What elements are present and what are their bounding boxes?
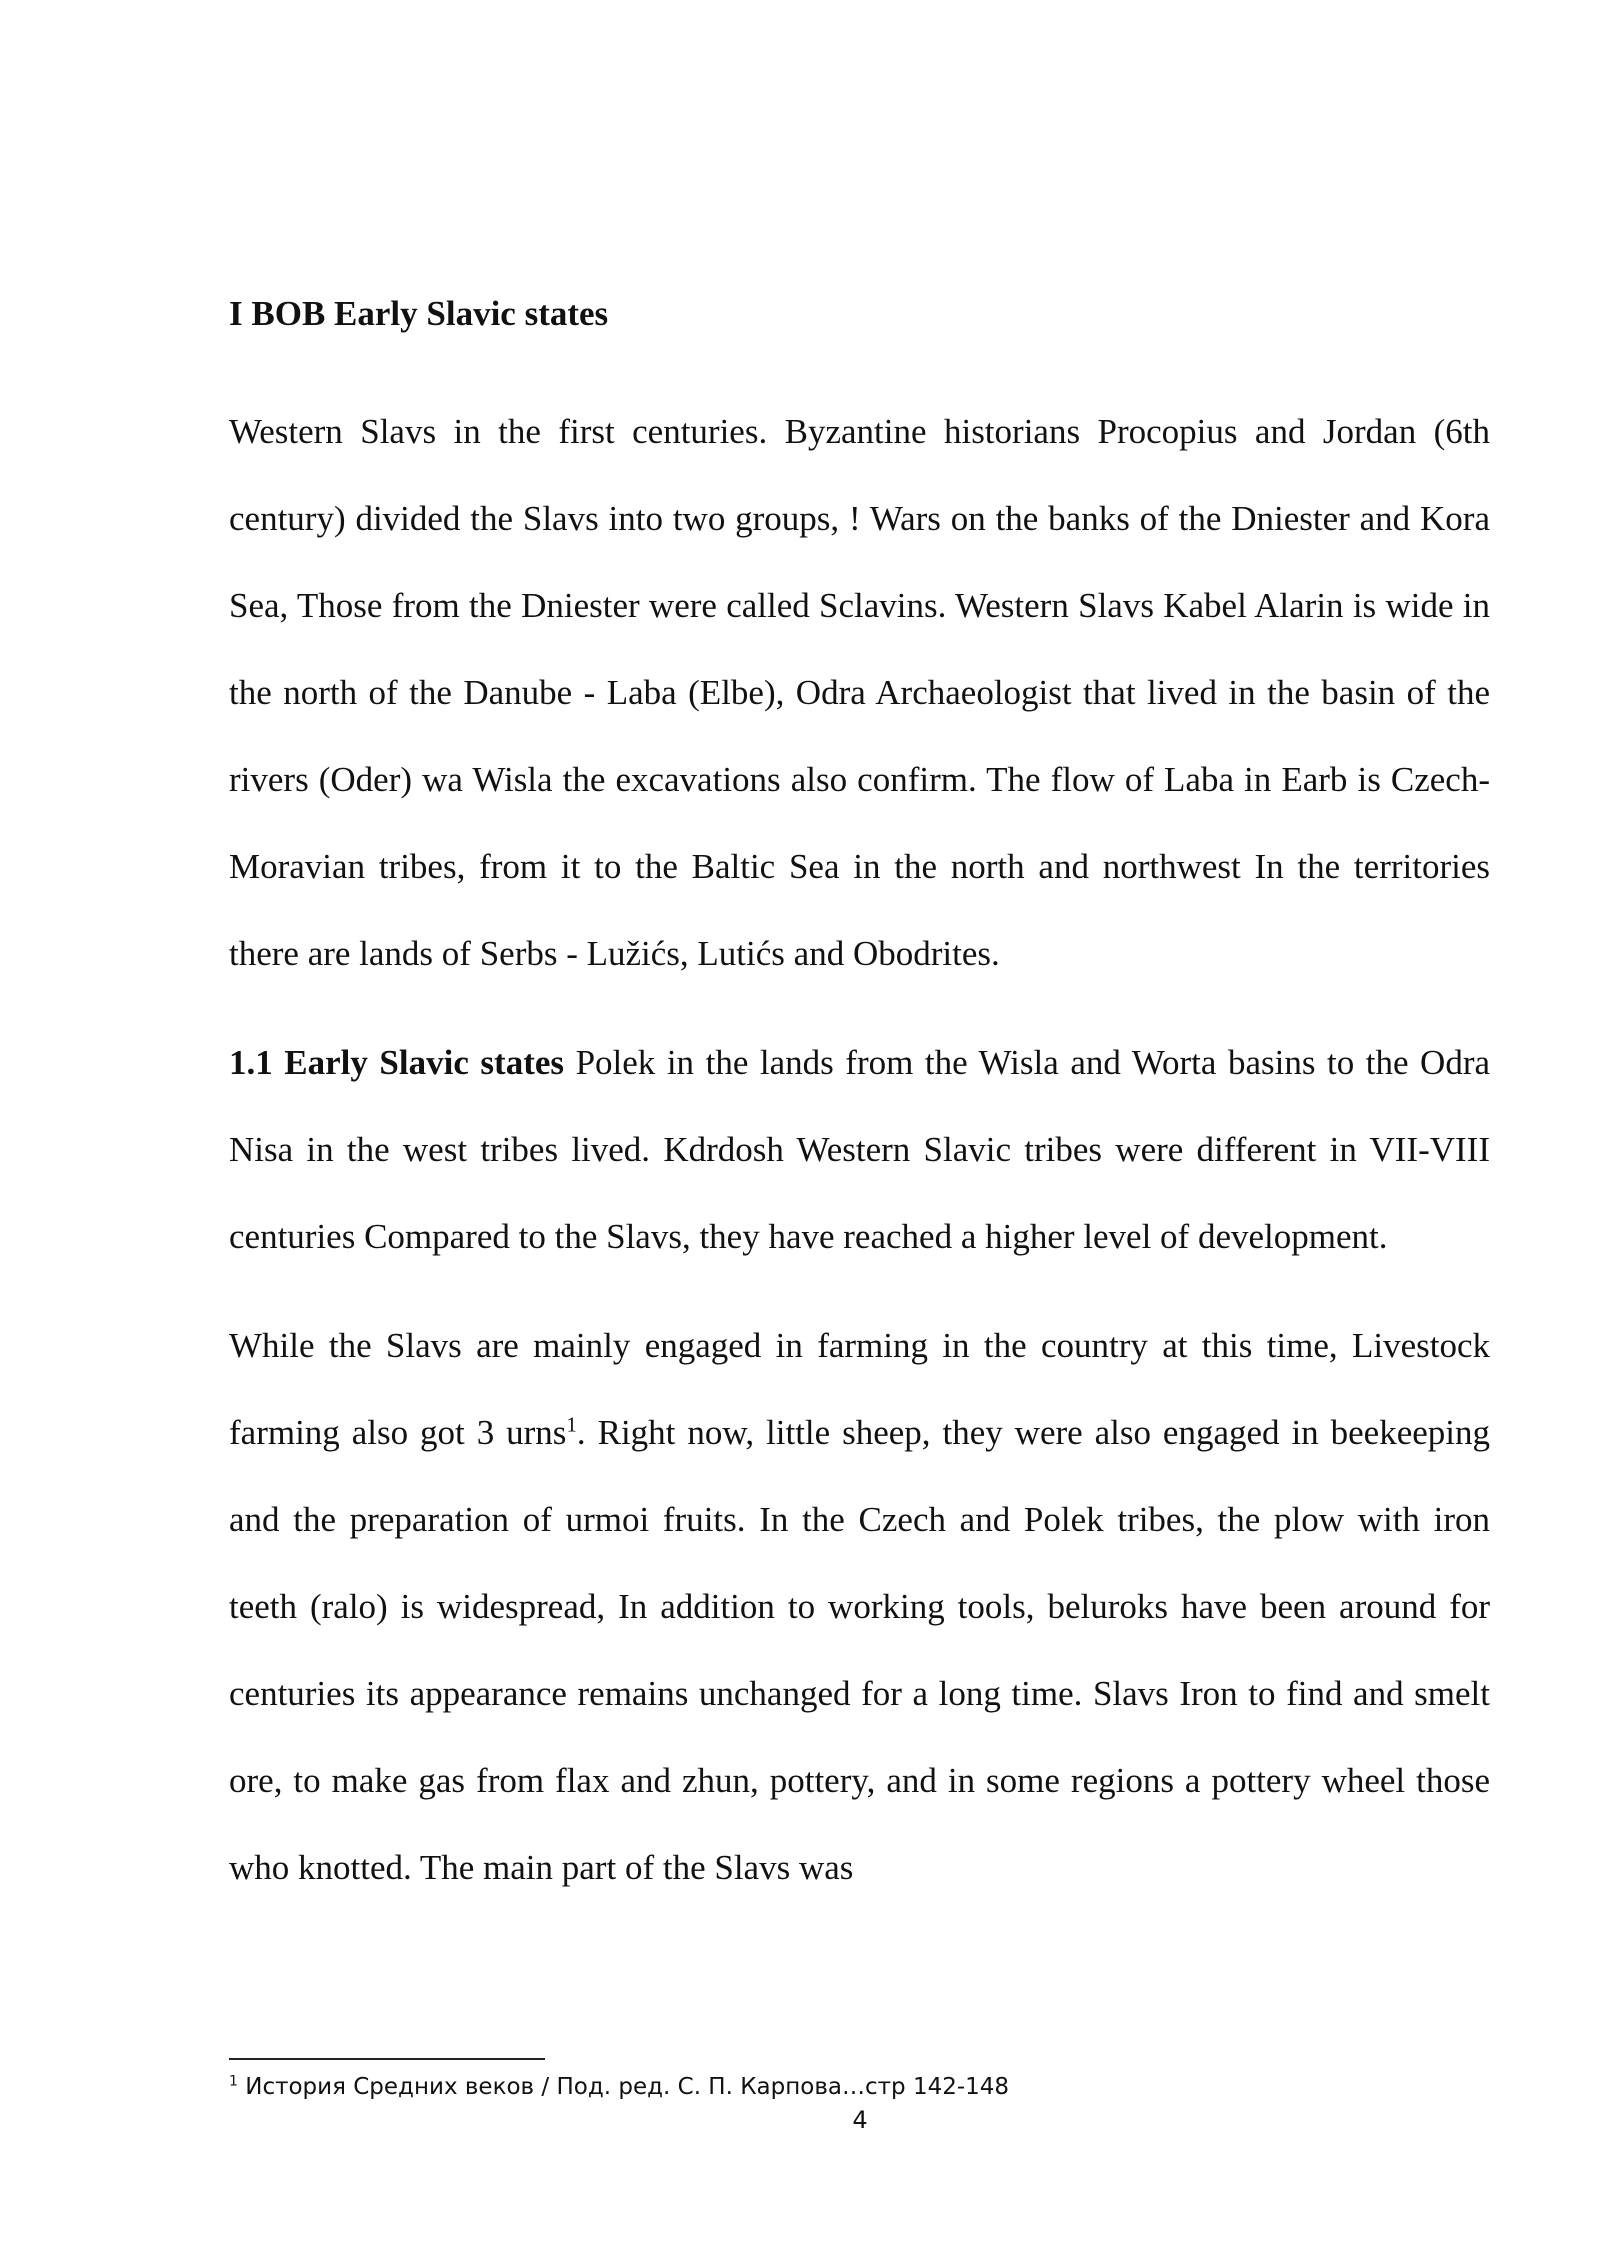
paragraph-text-before-note: While the Slavs are mainly engaged in farming in the country at this time, Livestock farming also got 3 urns [229,1326,1490,1452]
paragraph-text-after-note: . Right now, little sheep, they were also engaged in beekeeping and the preparation of urmoi fruits. In the Czech and Polek tribes, the plow with iron teeth (ralo) is widespread, In addition to working tools, beluroks have been around for centuries its appearance remains unchanged for a long time. Slavs Iron to find and smelt ore, to make gas from flax and zhun, pottery, and in some regions a pottery wheel those who knotted. The main part of the Slavs was [229,1413,1490,1887]
paragraph-western-slavs: Western Slavs in the first centuries. Byzantine historians Procopius and Jordan (6th century) divided the Slavs into two groups, ! Wars on the banks of the Dniester and Kora Sea, Those from the Dniester were called Sclavins. Western Slavs Kabel Alarin is wide in the north of the Danube - Laba (Elbe), Odra Archaeologist that lived in the basin of the rivers (Oder) wa Wisla the excavations also confirm. The flow of Laba in Earb is Czech-Moravian tribes, from it to the Baltic Sea in the north and northwest In the territories there are lands of Serbs - Lužićs, Lutićs and Obodrites. [229,412,1490,973]
paragraph-farming [229,1302,1490,1911]
page-heading: I BOB Early Slavic states [229,294,609,333]
section-text: Polek in the lands from the Wisla and Worta basins to the Odra Nisa in the west tribes lived. Kdrdosh Western Slavic tribes were different in VII-VIII centuries Compared to the Slavs, they have reached a higher level of development. [229,1043,1491,1256]
page-number: 4 [852,2106,868,2134]
footnote-text: История Средних веков / Под. ред. С. П. Карпова…стр 142-148 [237,2074,1010,2100]
paragraph-early-slavic-states [229,1019,1490,1280]
footnote-mark: 1 [229,2073,238,2090]
page-body [229,280,1490,1933]
section-heading: 1.1 Early Slavic states [229,1043,565,1082]
footnote [229,2072,1009,2102]
footnote-reference: 1 [566,1412,577,1437]
footnote-separator [229,2058,545,2060]
